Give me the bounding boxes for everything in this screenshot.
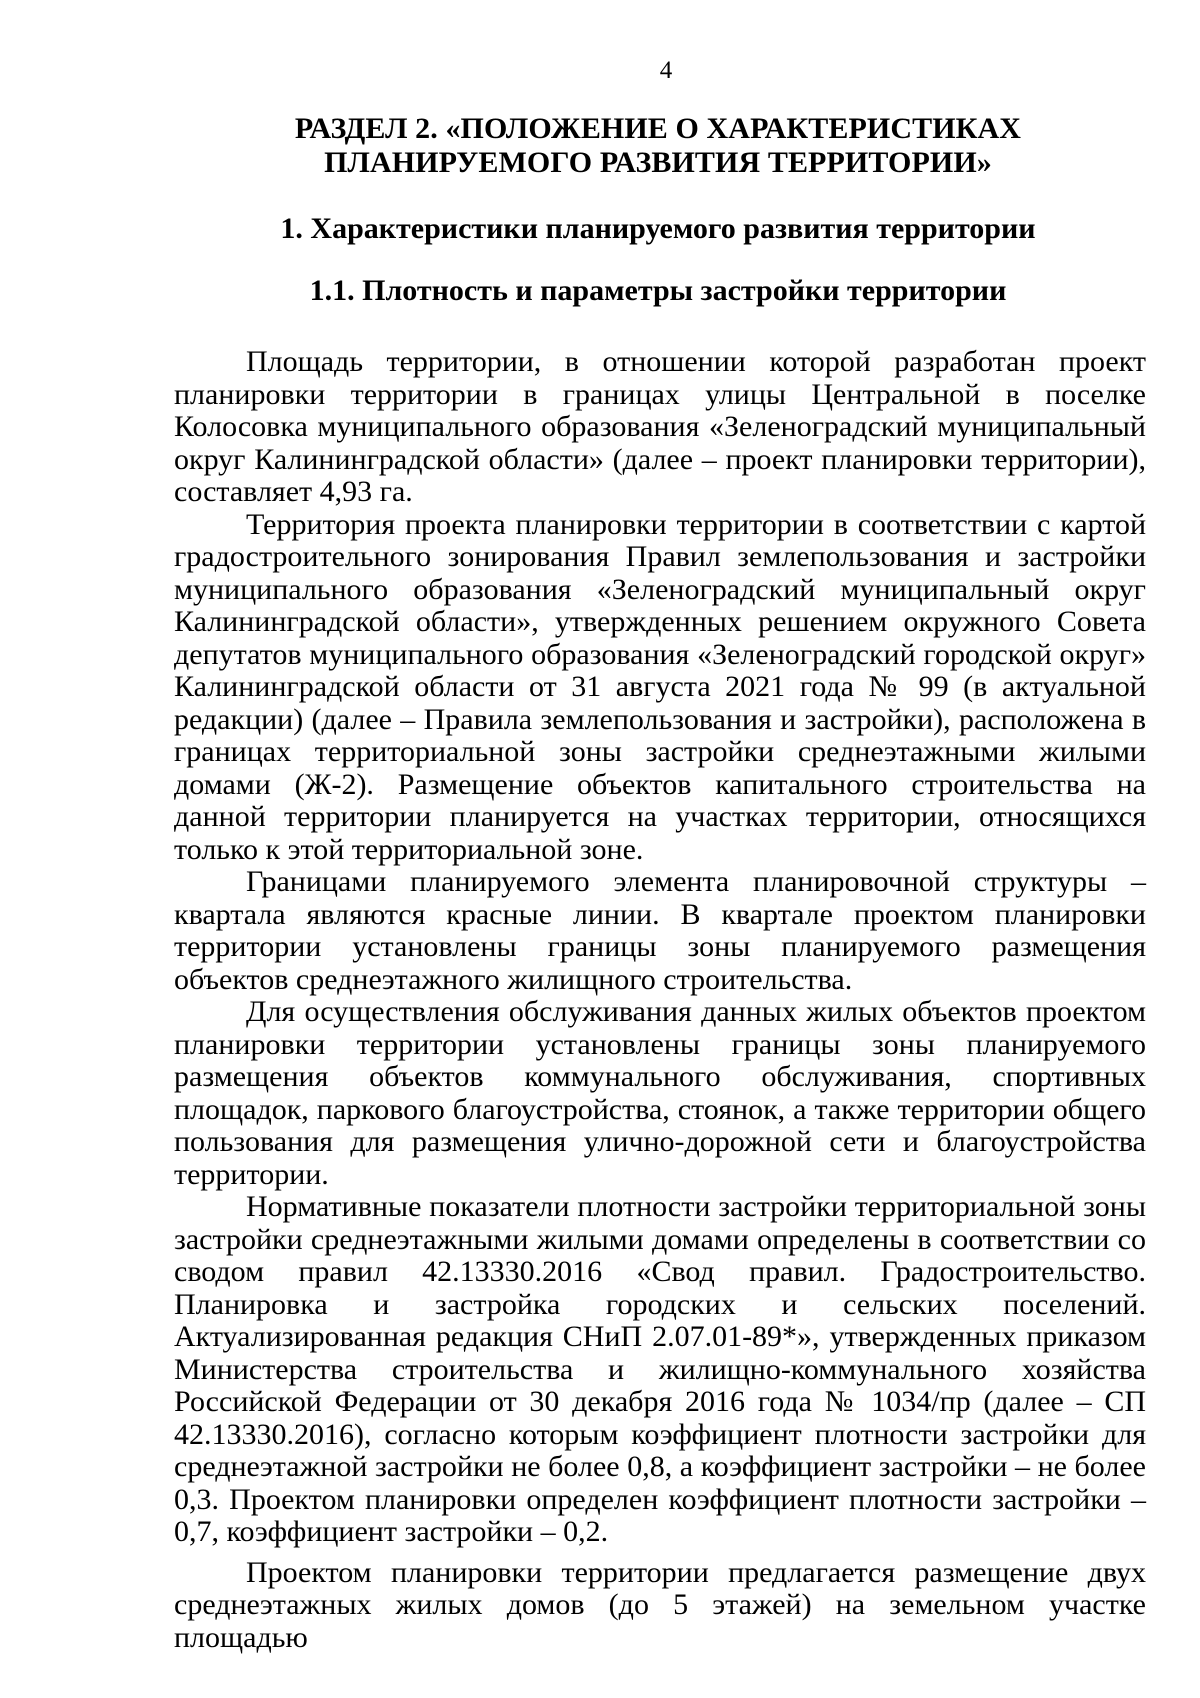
paragraph: Границами планируемого элемента планировочной структуры – квартала являются красные линии. В квартале проектом планировки территории установлены границы зоны планируемого размещения объектов среднеэтажного жилищного строительства. xyxy=(174,865,1146,996)
page-number: 4 xyxy=(659,57,673,84)
paragraph: Нормативные показатели плотности застройки территориальной зоны застройки среднеэтажными жилыми домами определены в соответствии со сводом правил 42.13330.2016 «Свод правил. Градостроительство. Планировка и застройка городских и сельских поселений. Актуализированная редакция СНиП 2.07.01-89*», утвержденных приказом Министерства строительства и жилищно-коммунального хозяйства Российской Федерации от 30 декабря 2016 года № 1034/пр (далее – СП 42.13330.2016), согласно которым коэффициент плотности застройки для среднеэтажной застройки не более 0,8, а коэффициент застройки – не более 0,3. Проектом планировки определен коэффициент плотности застройки – 0,7, коэффициент застройки – 0,2. xyxy=(174,1190,1146,1548)
paragraph: Для осуществления обслуживания данных жилых объектов проектом планировки территории установлены границы зоны планируемого размещения объектов коммунального обслуживания, спортивных площадок, паркового благоустройства, стоянок, а также территории общего пользования для размещения улично-дорожной сети и благоустройства территории. xyxy=(174,995,1146,1191)
body-text xyxy=(174,346,1146,1654)
section-title: РАЗДЕЛ 2. «ПОЛОЖЕНИЕ О ХАРАКТЕРИСТИКАХ ПЛАНИРУЕМОГО РАЗВИТИЯ ТЕРРИТОРИИ» xyxy=(294,112,1022,179)
paragraph: Площадь территории, в отношении которой разработан проект планировки территории в границах улицы Центральной в поселке Колосовка муниципального образования «Зеленоградский муниципальный округ Калининградской области» (далее – проект планировки территории), составляет 4,93 га. xyxy=(174,345,1146,508)
paragraph: Проектом планировки территории предлагается размещение двух среднеэтажных жилых домов (до 5 этажей) на земельном участке площадью xyxy=(174,1555,1146,1654)
heading-1-1: 1.1. Плотность и параметры застройки территории xyxy=(309,274,1007,307)
heading-1: 1. Характеристики планируемого развития территории xyxy=(280,212,1036,245)
paragraph: Территория проекта планировки территории в соответствии с картой градостроительного зонирования Правил землепользования и застройки муниципального образования «Зеленоградский муниципальный округ Калининградской области», утвержденных решением окружного Совета депутатов муниципального образования «Зеленоградский городской округ» Калининградской области от 31 августа 2021 года № 99 (в актуальной редакции) (далее – Правила землепользования и застройки), расположена в границах территориальной зоны застройки среднеэтажными жилыми домами (Ж-2). Размещение объектов капитального строительства на данной территории планируется на участках территории, относящихся только к этой территориальной зоне. xyxy=(174,507,1146,866)
